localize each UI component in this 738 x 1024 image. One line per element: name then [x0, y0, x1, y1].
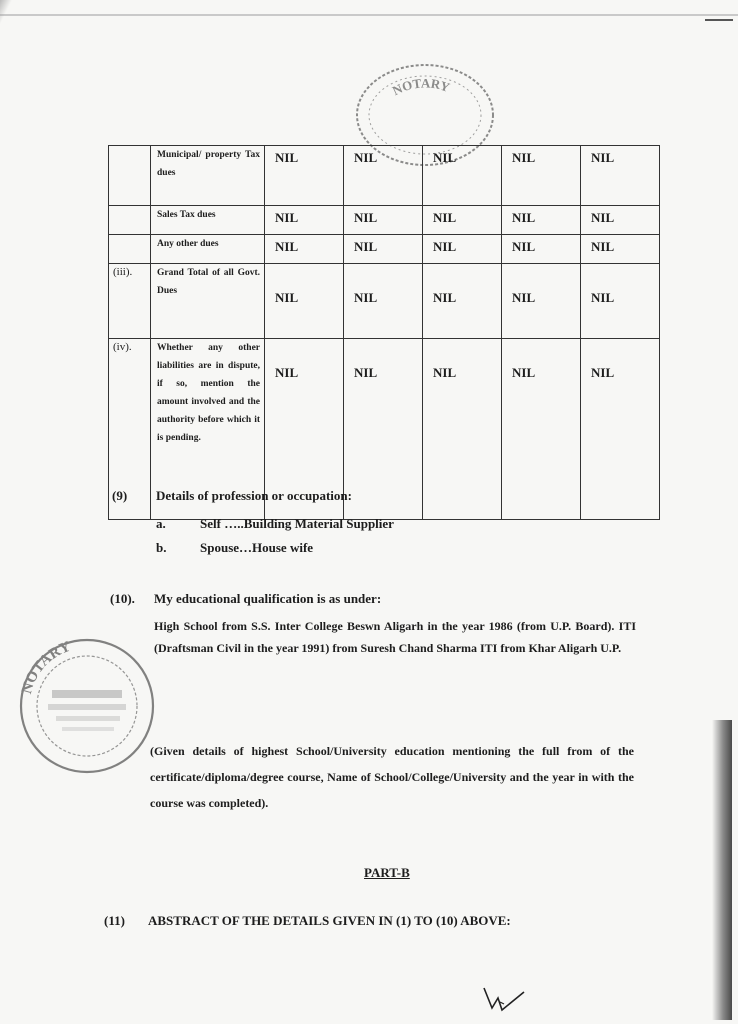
value-cell: NIL — [423, 146, 502, 206]
scan-shadow-right — [712, 720, 732, 1020]
value-cell: NIL — [502, 264, 581, 339]
table-row — [109, 235, 660, 264]
value-cell: NIL — [265, 339, 344, 520]
table-row — [109, 146, 660, 206]
stamp-top-text: NOTARY — [389, 75, 452, 99]
value-cell: NIL — [265, 206, 344, 235]
section-9a-text: Self …..Building Material Supplier — [200, 516, 394, 531]
value-cell: NIL — [502, 235, 581, 264]
section-11-number: (11) — [104, 913, 125, 928]
education-instruction-note: (Given details of highest School/University education mentioning the full from of the certificate/diploma/degree course, Name of School/College/University and the year in with the course was completed). — [150, 744, 634, 810]
notary-stamp-left — [12, 632, 162, 780]
row-index — [109, 235, 151, 264]
svg-text:NOTARY — [19, 639, 73, 696]
value-cell: NIL — [344, 206, 423, 235]
value-cell: NIL — [581, 206, 660, 235]
section-11-heading: ABSTRACT OF THE DETAILS GIVEN IN (1) TO (10) ABOVE: — [148, 913, 511, 928]
section-9b-label: b. — [156, 540, 167, 555]
value-cell: NIL — [344, 264, 423, 339]
section-9b-text: Spouse…House wife — [200, 540, 314, 555]
value-cell: NIL — [344, 146, 423, 206]
value-cell: NIL — [502, 339, 581, 520]
part-b-heading: PART-B — [364, 865, 410, 880]
section-9a-label: a. — [156, 516, 166, 531]
value-cell: NIL — [502, 146, 581, 206]
row-index — [109, 146, 151, 206]
value-cell: NIL — [423, 235, 502, 264]
value-cell: NIL — [581, 146, 660, 206]
section-10-heading: My educational qualification is as under: — [154, 591, 382, 606]
svg-text:NOTARY — [390, 75, 452, 98]
value-cell: NIL — [344, 339, 423, 520]
row-description: Any other dues — [151, 235, 265, 264]
row-index — [109, 206, 151, 235]
row-index: (iii). — [109, 264, 151, 339]
value-cell: NIL — [423, 264, 502, 339]
scan-edge — [0, 14, 738, 16]
row-description: Grand Total of all Govt. Dues — [151, 264, 265, 339]
row-description: Whether any other liabilities are in dispute, if so, mention the amount involved and the authority before which it is pending. — [151, 339, 265, 520]
row-index: (iv). — [109, 339, 151, 520]
value-cell: NIL — [581, 235, 660, 264]
dues-table — [108, 145, 660, 520]
value-cell: NIL — [344, 235, 423, 264]
value-cell: NIL — [265, 146, 344, 206]
value-cell: NIL — [581, 264, 660, 339]
value-cell: NIL — [581, 339, 660, 520]
section-9-heading: Details of profession or occupation: — [156, 488, 352, 503]
table-row — [109, 206, 660, 235]
row-description: Municipal/ property Tax dues — [151, 146, 265, 206]
value-cell: NIL — [423, 206, 502, 235]
table-row — [109, 264, 660, 339]
education-details: High School from S.S. Inter College Beswn Aligarh in the year 1986 (from U.P. Board). ITI (Draftsman Civil in the year 1991) from Suresh Chand Sharma ITI from Khar Aligarh U.P. — [154, 619, 636, 655]
scan-edge-mark — [705, 19, 733, 21]
value-cell: NIL — [265, 264, 344, 339]
row-description: Sales Tax dues — [151, 206, 265, 235]
scan-shadow-left — [0, 0, 14, 374]
stamp-left-text: NOTARY — [18, 638, 73, 696]
value-cell: NIL — [423, 339, 502, 520]
signature-initials — [480, 984, 530, 1018]
section-10-number: (10). — [110, 591, 135, 606]
section-9-number: (9) — [112, 488, 128, 503]
value-cell: NIL — [502, 206, 581, 235]
value-cell: NIL — [265, 235, 344, 264]
